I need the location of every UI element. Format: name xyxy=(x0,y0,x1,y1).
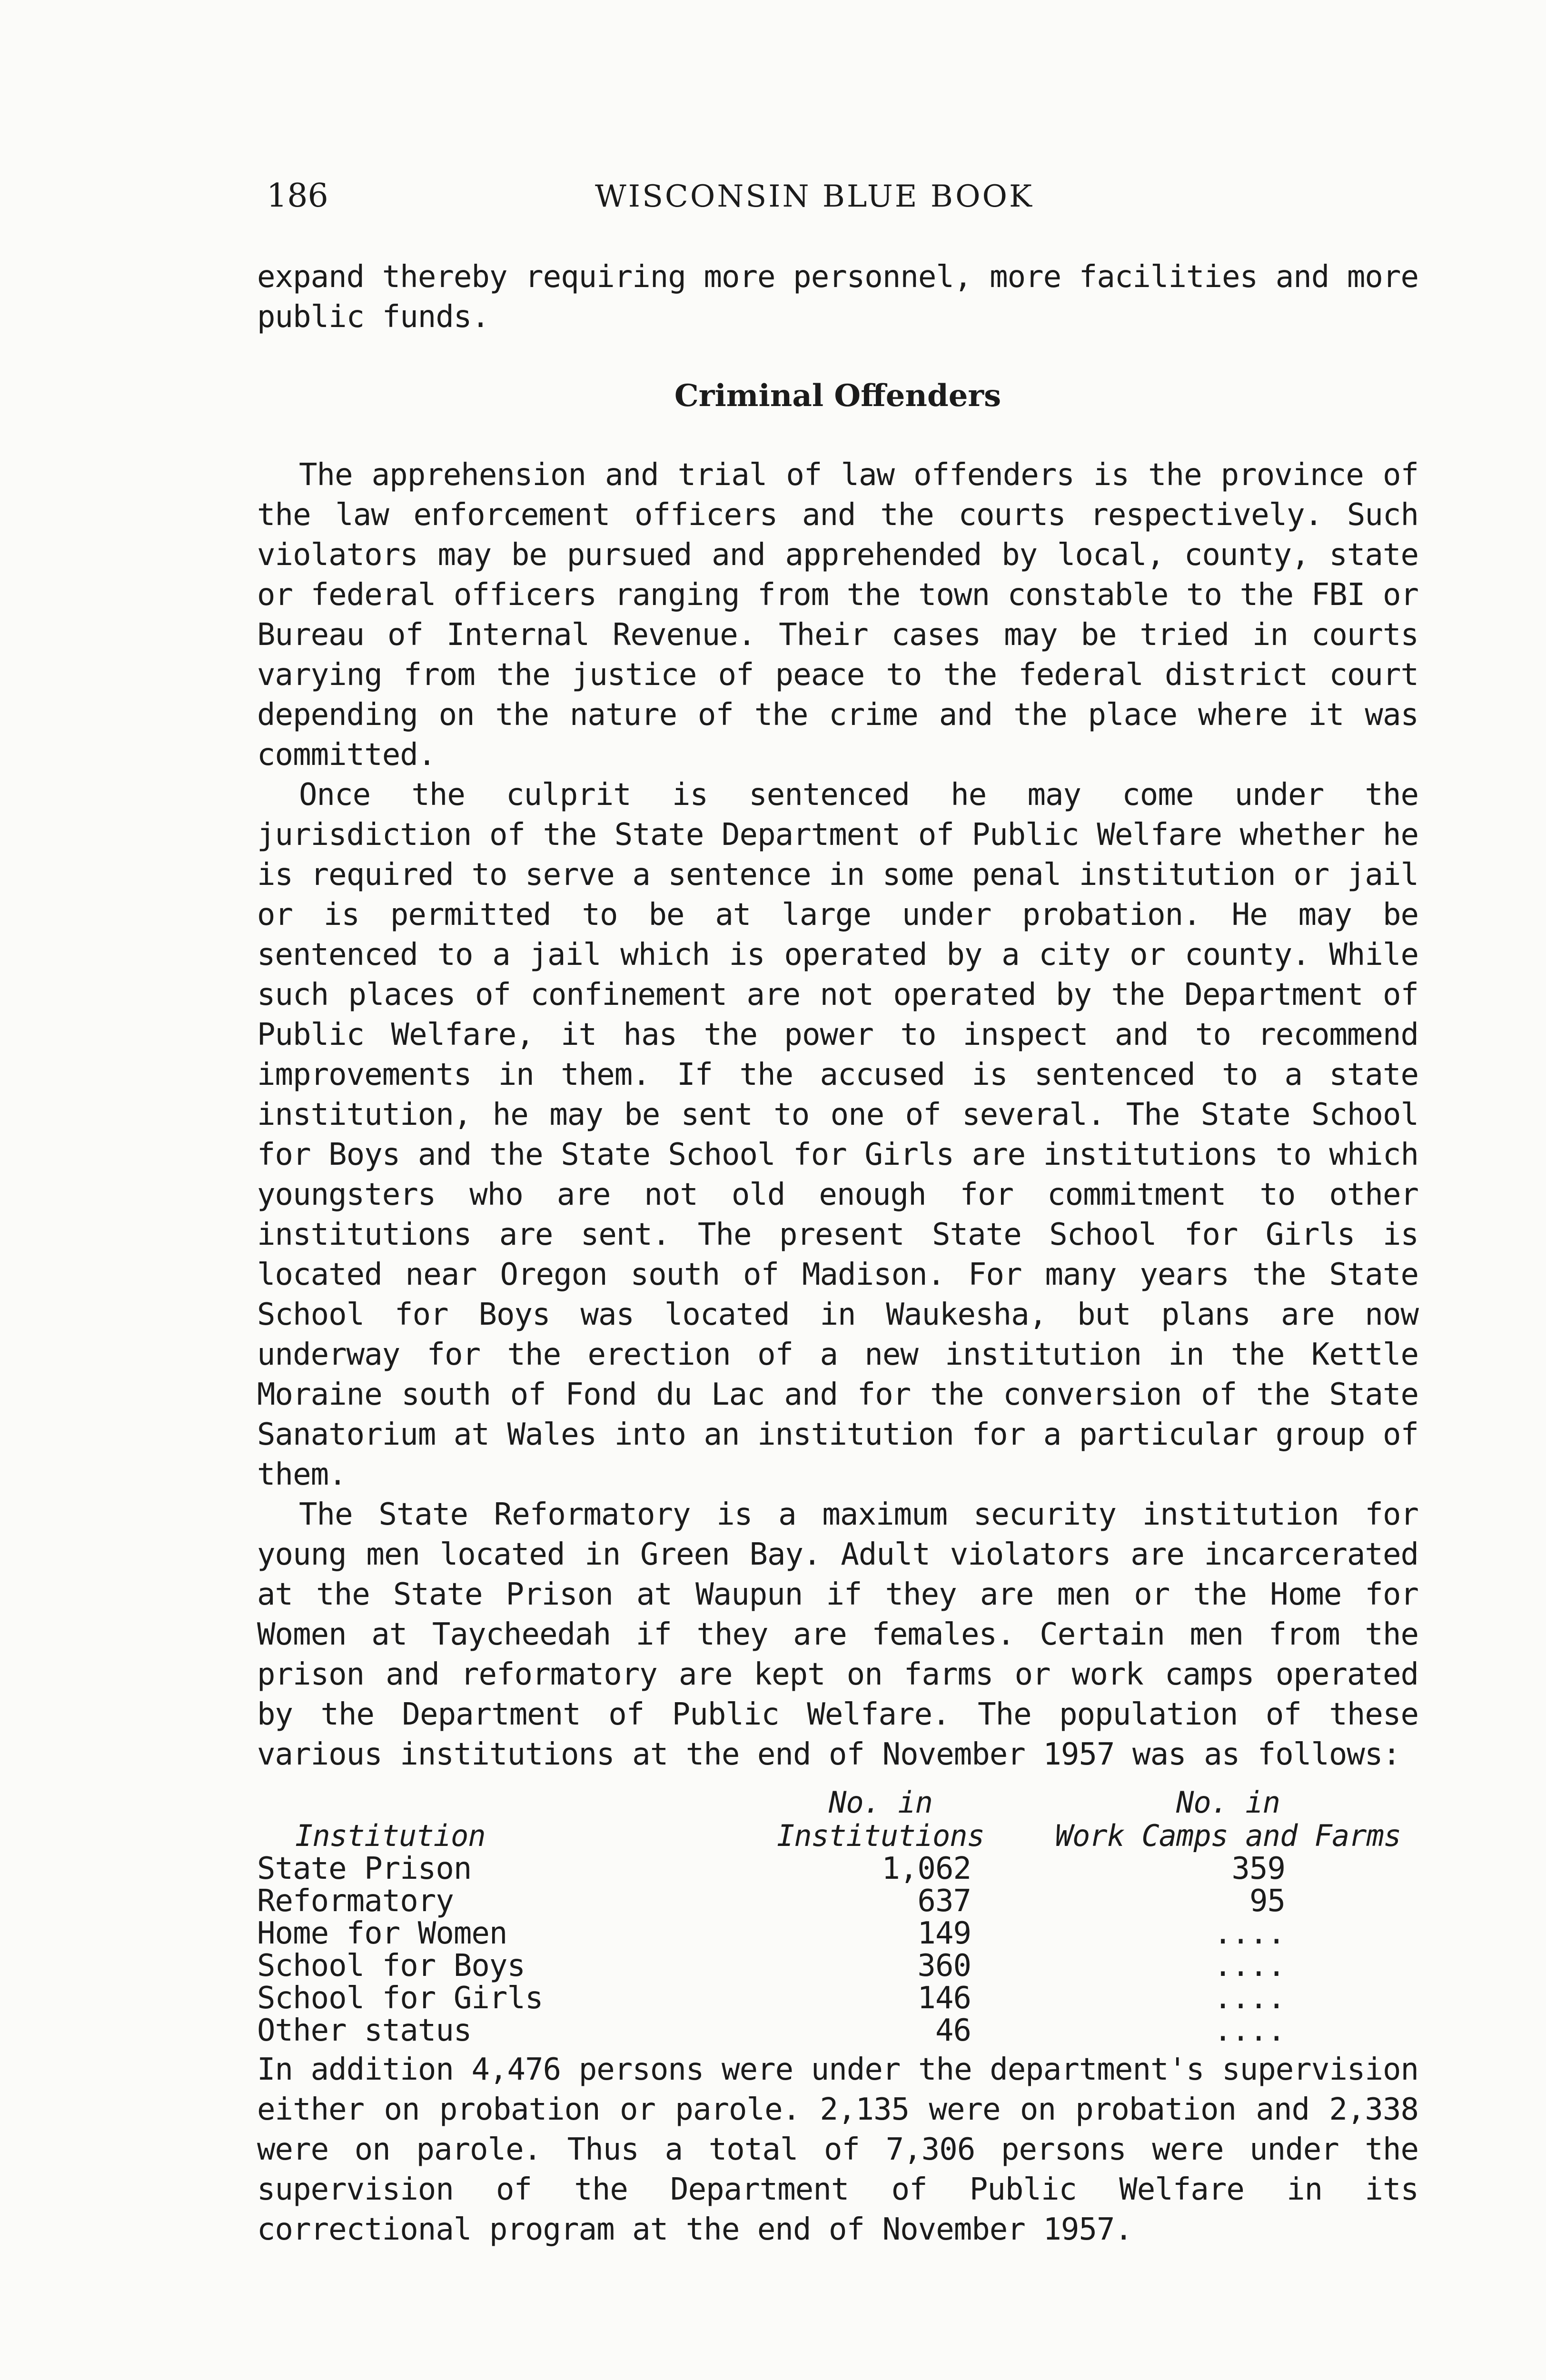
table-row xyxy=(257,1885,1418,1917)
row-camps: .... xyxy=(1213,1948,1285,1983)
table-row xyxy=(257,1982,1418,2014)
row-institutions: 1,062 xyxy=(882,1851,971,1886)
header-camps-line2: Work Camps and Farms xyxy=(1055,1818,1401,1853)
table-row xyxy=(257,1853,1418,1885)
paragraph-reformatory: The State Reformatory is a maximum security institution for young men located in Green Bay. Adult violators are incarcerated at the State Prison at Waupun if they are men or the Home for Women at Taycheedah if they are females. Certain men from the prison and reformatory are kept on farms or work camps operated by the Department of Public Welfare. The population of these various institutions at the end of November 1957 was as follows: xyxy=(257,1497,1418,1772)
row-camps: 95 xyxy=(1249,1884,1285,1919)
header-institutions xyxy=(723,1786,1038,1853)
row-institutions: 149 xyxy=(917,1916,971,1951)
page-body xyxy=(257,257,1418,2250)
row-name: School for Girls xyxy=(257,1981,543,2016)
header-institutions-line1: No. in xyxy=(829,1785,932,1820)
table-row xyxy=(257,1917,1418,1950)
row-camps: .... xyxy=(1213,2013,1285,2048)
closing-paragraph: In addition 4,476 persons were under the department's supervision either on probation or parole. 2,135 were on probation and 2,338 were on parole. Thus a total of 7,306 persons were under the supervision of the Department of Public Welfare in its correctional program at the end of November 1957. xyxy=(257,2052,1418,2247)
table-row xyxy=(257,2014,1418,2047)
row-institutions: 46 xyxy=(935,2013,971,2048)
book-title: WISCONSIN BLUE BOOK xyxy=(595,179,1034,214)
intro-paragraph: expand thereby requiring more personnel, more facilities and more public funds. xyxy=(257,259,1418,335)
row-institutions: 637 xyxy=(917,1884,971,1919)
header-camps xyxy=(1038,1786,1418,1853)
row-name: Reformatory xyxy=(257,1884,454,1919)
row-camps: .... xyxy=(1213,1916,1285,1951)
row-name: State Prison xyxy=(257,1851,472,1886)
row-name: Other status xyxy=(257,2013,472,2048)
row-camps: 359 xyxy=(1231,1851,1285,1886)
row-institutions: 360 xyxy=(917,1948,971,1983)
row-institutions: 146 xyxy=(917,1981,971,2016)
table-row xyxy=(257,1950,1418,1982)
running-head xyxy=(267,177,1418,225)
table-header-row xyxy=(257,1786,1418,1853)
section-heading: Criminal Offenders xyxy=(674,378,1001,414)
header-institution: Institution xyxy=(295,1818,486,1853)
header-institutions-line2: Institutions xyxy=(777,1818,984,1853)
population-table xyxy=(257,1786,1418,2047)
paragraph-jurisdiction: Once the culprit is sentenced he may come under the jurisdiction of the State Department of Public Welfare whether he is required to serve a sentence in some penal institution or jail or is permitted to be at large under probation. He may be sentenced to a jail which is operated by a city or county. While such places of confinement are not operated by the Department of Public Welfare, it has the power to inspect and to recommend improvements in them. If the accused is sentenced to a state institution, he may be sent to one of several. The State School for Boys and the State School for Girls are institutions to which youngsters who are not old enough for commitment to other institutions are sent. The present State School for Girls is located near Oregon south of Madison. For many years the State School for Boys was located in Waukesha, but plans are now underway for the erection of a new institution in the Kettle Moraine south of Fond du Lac and for the conversion of the State Sanatorium at Wales into an institution for a particular group of them. xyxy=(257,777,1418,1492)
header-camps-line1: No. in xyxy=(1176,1785,1280,1820)
row-camps: .... xyxy=(1213,1981,1285,2016)
row-name: Home for Women xyxy=(257,1916,507,1951)
paragraph-law-enforcement: The apprehension and trial of law offenders is the province of the law enforcement officers and the courts respectively. Such violators may be pursued and apprehended by local, county, state or federal officers ranging from the town constable to the FBI or Bureau of Internal Revenue. Their cases may be tried in courts varying from the justice of peace to the federal district court depending on the nature of the crime and the place where it was committed. xyxy=(257,457,1418,773)
page-number: 186 xyxy=(267,177,328,215)
row-name: School for Boys xyxy=(257,1948,525,1983)
